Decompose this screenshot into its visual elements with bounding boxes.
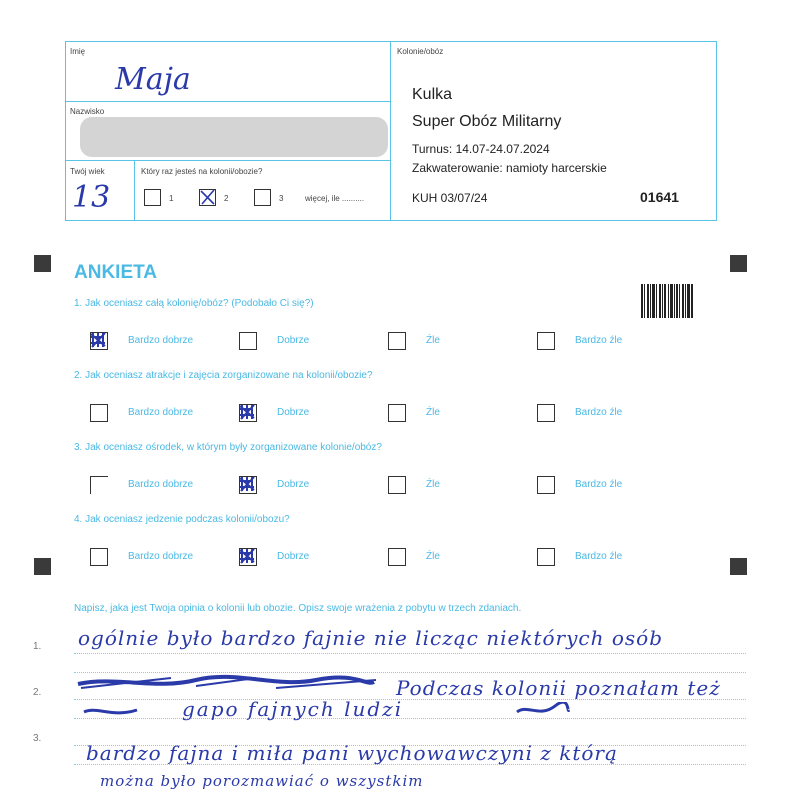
question-2-checkbox-3[interactable] — [388, 404, 406, 422]
question-1-checkbox-1[interactable] — [90, 332, 108, 350]
redacted-last-name — [80, 117, 388, 157]
registration-marker-bottom-left — [34, 558, 51, 575]
scribble-mark-icon — [238, 475, 256, 493]
scribble-mark-icon — [238, 547, 256, 565]
question-1-option-label-1: Bardzo dobrze — [128, 335, 194, 346]
camp-code: KUH 03/07/24 — [412, 191, 488, 205]
question-3-checkbox-4[interactable] — [537, 476, 555, 494]
check-mark-icon — [199, 189, 216, 206]
times-option-1: 1 — [169, 194, 174, 203]
times-option-3: 3 — [279, 194, 284, 203]
question-1-option-label-2: Dobrze — [277, 335, 310, 346]
question-1-text: 1. Jak oceniasz całą kolonię/obóz? (Podobało Ci się?) — [74, 298, 314, 309]
question-1-option-label-4: Bardzo źle — [575, 335, 623, 346]
question-2-checkbox-2[interactable] — [239, 404, 257, 422]
answer-line-2b: gapo fajnych ludzi — [182, 697, 404, 721]
times-more: więcej, ile .......... — [305, 194, 365, 203]
header-hline-2 — [65, 160, 390, 161]
times-checkbox-2[interactable] — [199, 189, 216, 206]
first-name-label: Imię — [70, 47, 86, 56]
scribble-mark-icon — [238, 403, 256, 421]
question-3-text: 3. Jak oceniasz ośrodek, w którym były zorganizowane kolonie/obóz? — [74, 442, 382, 453]
crossed-out-word-icon — [515, 702, 570, 720]
question-4-option-label-4: Bardzo źle — [575, 551, 623, 562]
question-3-option-label-2: Dobrze — [277, 479, 310, 490]
answer-line-3b: można było porozmawiać o wszystkim — [100, 772, 424, 790]
answer-line-1: ogólnie było bardzo fajnie nie licząc niektórych osób — [78, 626, 664, 650]
barcode-icon — [641, 284, 694, 318]
question-1-option-label-3: Źle — [426, 335, 440, 346]
times-checkbox-3[interactable] — [254, 189, 271, 206]
question-3-option-label-4: Bardzo źle — [575, 479, 623, 490]
line-number-3: 3. — [33, 733, 42, 744]
question-1-checkbox-3[interactable] — [388, 332, 406, 350]
question-2-option-label-3: Źle — [426, 407, 440, 418]
question-4-option-label-2: Dobrze — [277, 551, 310, 562]
question-1-checkbox-2[interactable] — [239, 332, 257, 350]
last-name-label: Nazwisko — [70, 107, 105, 116]
question-2-option-label-4: Bardzo źle — [575, 407, 623, 418]
question-2-option-label-2: Dobrze — [277, 407, 310, 418]
header-vline-age — [134, 160, 135, 220]
age-label: Twój wiek — [70, 167, 105, 176]
question-3-checkbox-1[interactable] — [90, 476, 108, 494]
question-4-checkbox-2[interactable] — [239, 548, 257, 566]
question-2-checkbox-1[interactable] — [90, 404, 108, 422]
question-4-option-label-1: Bardzo dobrze — [128, 551, 194, 562]
registration-marker-top-left — [34, 255, 51, 272]
survey-title: ANKIETA — [74, 262, 158, 283]
opinion-prompt: Napisz, jaka jest Twoja opinia o kolonii lub obozie. Opisz swoje wrażenia z pobytu w trzech zdaniach. — [74, 603, 522, 614]
times-label: Który raz jesteś na kolonii/obozie? — [141, 167, 263, 176]
question-3-option-label-3: Źle — [426, 479, 440, 490]
question-2-text: 2. Jak oceniasz atrakcje i zajęcia zorganizowane na kolonii/obozie? — [74, 370, 373, 381]
question-4-option-label-3: Źle — [426, 551, 440, 562]
question-2-option-label-1: Bardzo dobrze — [128, 407, 194, 418]
camp-name: Super Obóz Militarny — [412, 113, 562, 130]
question-4-checkbox-1[interactable] — [90, 548, 108, 566]
age-value: 13 — [72, 180, 111, 215]
writing-line — [74, 653, 746, 654]
times-option-2: 2 — [224, 194, 229, 203]
question-2-checkbox-4[interactable] — [537, 404, 555, 422]
first-name-value: Maja — [115, 62, 191, 97]
line-number-1: 1. — [33, 641, 42, 652]
form-number: 01641 — [640, 189, 679, 205]
scribble-mark-icon — [89, 331, 107, 349]
crossed-out-scribble-icon — [76, 672, 376, 694]
question-3-option-label-1: Bardzo dobrze — [128, 479, 194, 490]
header-divider — [390, 41, 391, 220]
question-4-text: 4. Jak oceniasz jedzenie podczas kolonii/obozu? — [74, 514, 290, 525]
header-hline-1 — [65, 101, 390, 102]
question-4-checkbox-3[interactable] — [388, 548, 406, 566]
line-number-2: 2. — [33, 687, 42, 698]
question-4-checkbox-4[interactable] — [537, 548, 555, 566]
registration-marker-top-right — [730, 255, 747, 272]
writing-line — [74, 718, 746, 719]
barcode — [641, 284, 694, 318]
question-1-checkbox-4[interactable] — [537, 332, 555, 350]
question-3-checkbox-2[interactable] — [239, 476, 257, 494]
camp-lodging: Zakwaterowanie: namioty harcerskie — [412, 161, 607, 175]
times-checkbox-1[interactable] — [144, 189, 161, 206]
camp-org: Kulka — [412, 86, 453, 103]
camp-turnus: Turnus: 14.07-24.07.2024 — [412, 142, 550, 156]
crossed-out-word-icon — [82, 704, 142, 720]
answer-line-2: Podczas kolonii poznałam też — [396, 676, 721, 700]
question-3-checkbox-3[interactable] — [388, 476, 406, 494]
registration-marker-bottom-right — [730, 558, 747, 575]
camp-label: Kolonie/obóz — [397, 47, 444, 56]
answer-line-3: bardzo fajna i miła pani wychowawczyni z którą — [86, 741, 618, 765]
